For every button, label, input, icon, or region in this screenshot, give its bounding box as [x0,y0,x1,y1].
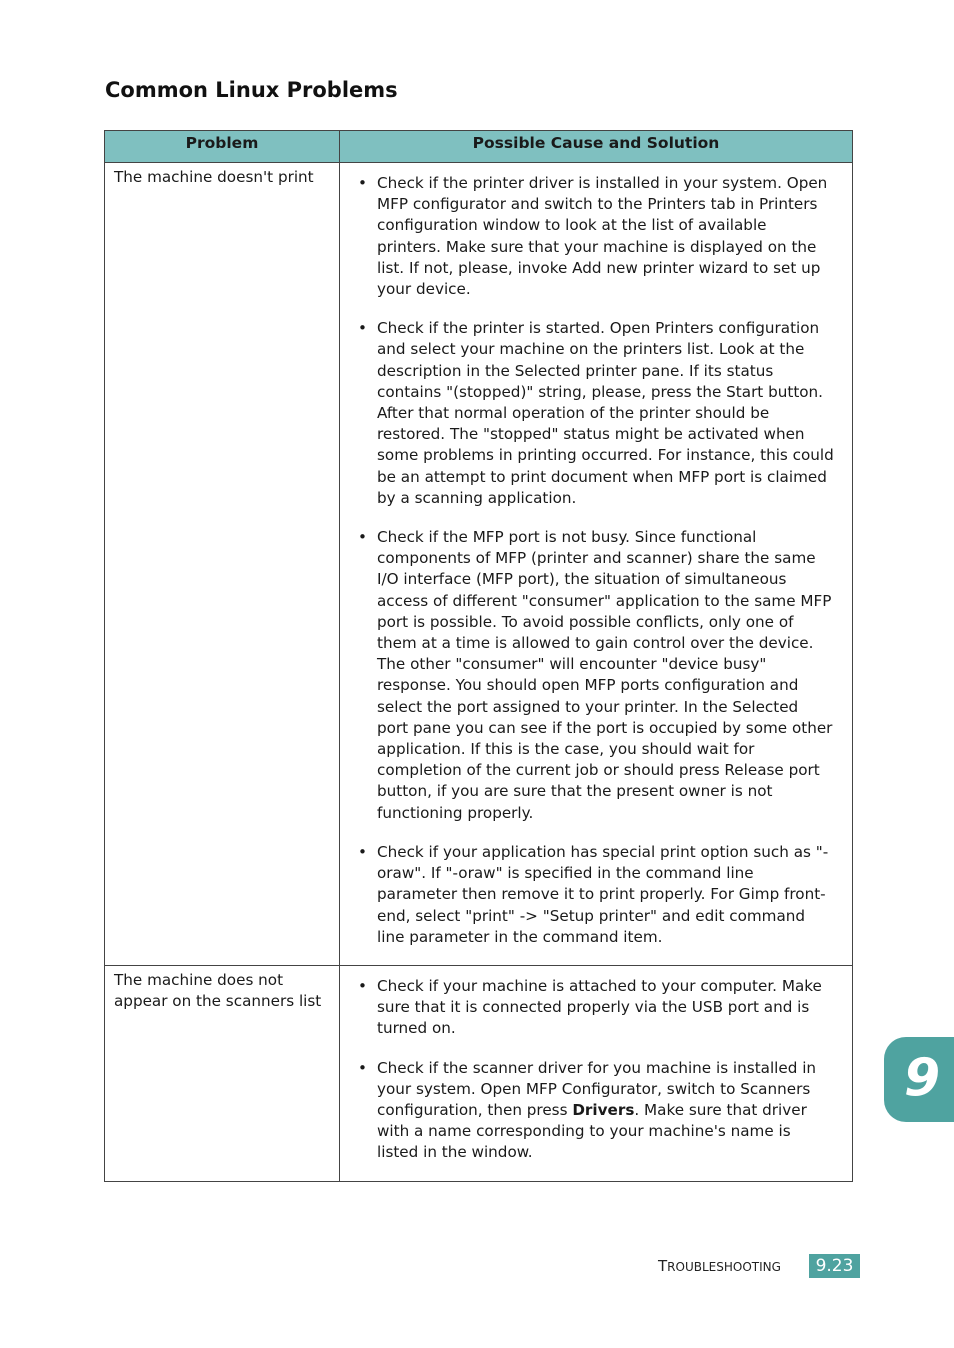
solution-cell [340,163,853,966]
list-item [356,318,834,509]
solution-text-after: . Make sure that driver with a name corresponding to your machine's name is listed in the window. [377,1100,807,1162]
list-item [356,527,834,824]
chapter-number: 9 [904,1048,941,1108]
table-header-row [105,131,853,163]
solution-text: Check if your application has special print option such as "-oraw". If "-oraw" is specified in the command line parameter then remove it to print properly. For Gimp front-end, select "print" -> "Setup printer" and edit command line parameter in the command item. [377,842,829,946]
list-item [356,1058,834,1164]
table-row [105,163,853,966]
list-item [356,173,834,300]
solution-text: Check if the MFP port is not busy. Since functional components of MFP (printer and scanner) share the same I/O interface (MFP port), the situation of simultaneous access of different "consumer" application to the same MFP port is possible. To avoid possible conflicts, only one of them at a time is allowed to gain control over the device. The other "consumer" will encounter "device busy" response. You should open MFP ports configuration and select the port assigned to your printer. In the Selected port pane you can see if the port is occupied by some other application. If this is the case, you should wait for completion of the current job or should press Release port button, if you are sure that the present owner is not functioning properly. [377,528,833,822]
column-header-problem: Problem [105,131,340,163]
bullet-icon: • [358,976,367,995]
footer-section-rest: ROUBLESHOOTING [667,1260,781,1274]
list-item [356,976,834,1040]
footer-section-initial: T [658,1257,668,1275]
solution-list [356,976,834,1164]
bullet-icon: • [358,1058,367,1077]
solution-text-before: Check if the scanner driver for you machine is installed in your system. Open MFP Configurator, switch to Scanners configuration, then press [377,1058,817,1119]
bullet-icon: • [358,174,367,192]
solution-cell [340,965,853,1181]
page-title: Common Linux Problems [105,78,398,102]
problem-cell: The machine doesn't print [105,163,340,966]
footer-section-name [658,1257,781,1275]
drivers-emphasis: Drivers [572,1100,635,1119]
page-number-badge: 9.23 [809,1254,860,1278]
bullet-icon: • [358,842,367,861]
table-row [105,965,853,1181]
chapter-tab [884,1037,954,1122]
solution-text: Check if the printer driver is installed in your system. Open MFP configurator and switch to the Printers tab in Printers configuration window to look at the list of available printers. Make sure that your machine is displayed on the list. If not, please, invoke Add new printer wizard to set up your device. [377,174,828,299]
bullet-icon: • [358,528,367,547]
solution-list [356,173,834,948]
bullet-icon: • [358,319,367,338]
solution-text: Check if the printer is started. Open Printers configuration and select your machine on the printers list. Look at the description in the Selected printer pane. If its status contains "(stopped)" string, please, press the Start button. After that normal operation of the printer should be restored. The "stopped" status might be activated when some problems in printing occurred. For instance, this could be an attempt to print document when MFP port is claimed by a scanning application. [377,319,834,507]
list-item [356,842,834,948]
column-header-solution: Possible Cause and Solution [340,131,853,163]
problem-cell: The machine does not appear on the scanners list [105,965,340,1181]
solution-text: Check if your machine is attached to your computer. Make sure that it is connected properly via the USB port and is turned on. [377,976,822,1038]
problems-table [104,130,853,1182]
